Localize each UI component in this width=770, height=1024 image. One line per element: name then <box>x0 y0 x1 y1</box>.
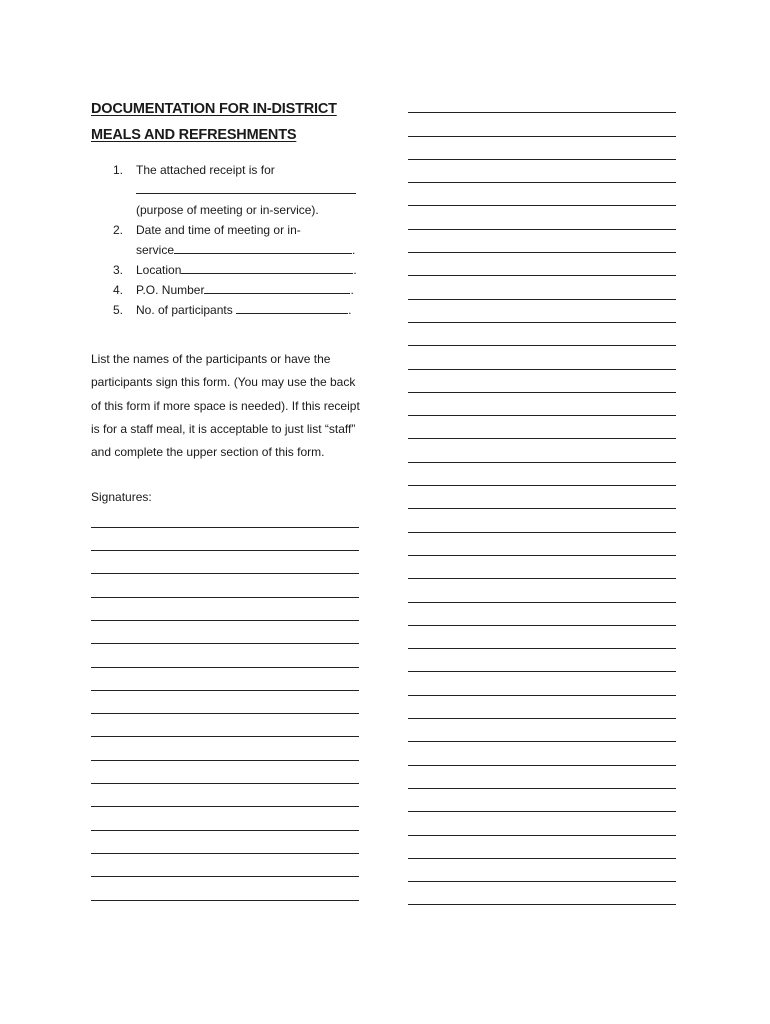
signature-line[interactable] <box>408 678 676 701</box>
signature-line[interactable] <box>91 534 359 557</box>
signature-line[interactable] <box>408 422 676 445</box>
signature-line[interactable] <box>91 767 359 790</box>
signature-line[interactable] <box>91 813 359 836</box>
signature-line[interactable] <box>408 539 676 562</box>
instructions-paragraph: List the names of the participants or have the participants sign this form. (You may use the back of this form if more space is needed). If this receipt is for a staff meal, it is acceptable to just list “staff” and complete the upper section of this form. <box>91 352 360 460</box>
signature-line[interactable] <box>408 888 676 911</box>
location-label: Location <box>136 263 182 277</box>
signature-line[interactable] <box>408 212 676 235</box>
signature-line[interactable] <box>91 720 359 743</box>
participants-blank[interactable] <box>236 301 348 314</box>
list-number: 3. <box>113 263 124 277</box>
signature-line[interactable] <box>408 562 676 585</box>
signature-line[interactable] <box>408 655 676 678</box>
title-line-1: DOCUMENTATION FOR IN-DISTRICT <box>91 101 337 117</box>
participants-period: . <box>348 303 352 317</box>
list-number: 5. <box>113 303 124 317</box>
receipt-purpose-note: (purpose of meeting or in-service). <box>136 203 319 217</box>
list-number: 2. <box>113 223 124 237</box>
signature-line[interactable] <box>408 492 676 515</box>
signature-line[interactable] <box>408 609 676 632</box>
signature-line[interactable] <box>408 352 676 375</box>
list-item-participants <box>91 300 363 320</box>
signature-line[interactable] <box>408 166 676 189</box>
signature-line[interactable] <box>408 143 676 166</box>
purpose-blank[interactable] <box>136 181 356 194</box>
signature-line[interactable] <box>91 860 359 883</box>
list-item-location <box>91 260 363 280</box>
signature-line[interactable] <box>408 399 676 422</box>
date-time-period: . <box>352 243 356 257</box>
date-time-blank[interactable] <box>174 241 352 254</box>
signature-line[interactable] <box>91 580 359 603</box>
receipt-purpose-label: The attached receipt is for <box>136 163 275 177</box>
document-title <box>91 96 363 148</box>
po-number-label: P.O. Number <box>136 283 205 297</box>
list-item-date-time <box>91 220 363 260</box>
list-item-po-number <box>91 280 363 300</box>
signature-line[interactable] <box>91 697 359 720</box>
signature-line[interactable] <box>91 510 359 533</box>
po-number-blank[interactable] <box>204 281 350 294</box>
signature-line[interactable] <box>408 96 676 119</box>
signature-lines-left <box>91 510 363 906</box>
signature-line[interactable] <box>408 865 676 888</box>
signature-line[interactable] <box>408 795 676 818</box>
left-column <box>91 96 363 907</box>
location-blank[interactable] <box>181 261 353 274</box>
signature-line[interactable] <box>91 743 359 766</box>
list-number: 1. <box>113 163 124 177</box>
right-column-signature-lines <box>408 96 676 911</box>
signature-line[interactable] <box>408 725 676 748</box>
list-item-receipt-purpose <box>91 160 363 220</box>
signature-line[interactable] <box>91 557 359 580</box>
signature-line[interactable] <box>91 627 359 650</box>
signature-line[interactable] <box>408 469 676 492</box>
signature-line[interactable] <box>408 376 676 399</box>
signature-line[interactable] <box>408 282 676 305</box>
location-period: . <box>353 263 357 277</box>
date-time-label-cont: service <box>136 243 175 257</box>
signature-line[interactable] <box>408 632 676 655</box>
signature-line[interactable] <box>408 748 676 771</box>
signatures-label: Signatures: <box>91 490 152 505</box>
participants-label: No. of participants <box>136 303 233 317</box>
signature-line[interactable] <box>408 259 676 282</box>
signature-line[interactable] <box>91 650 359 673</box>
po-number-period: . <box>350 283 354 297</box>
list-number: 4. <box>113 283 124 297</box>
signature-line[interactable] <box>408 306 676 329</box>
signature-line[interactable] <box>91 604 359 627</box>
signature-line[interactable] <box>91 790 359 813</box>
signature-line[interactable] <box>408 585 676 608</box>
signature-line[interactable] <box>408 189 676 212</box>
signature-line[interactable] <box>408 702 676 725</box>
signature-line[interactable] <box>408 772 676 795</box>
title-line-2: MEALS AND REFRESHMENTS <box>91 127 297 143</box>
signature-line[interactable] <box>91 837 359 860</box>
info-list <box>91 160 363 320</box>
signature-line[interactable] <box>408 119 676 142</box>
signature-line[interactable] <box>91 674 359 697</box>
date-time-label: Date and time of meeting or in- <box>136 223 301 237</box>
signature-line[interactable] <box>408 236 676 259</box>
signature-line[interactable] <box>91 883 359 906</box>
signature-line[interactable] <box>408 329 676 352</box>
signature-line[interactable] <box>408 842 676 865</box>
signature-line[interactable] <box>408 445 676 468</box>
signature-line[interactable] <box>408 818 676 841</box>
signature-line[interactable] <box>408 515 676 538</box>
